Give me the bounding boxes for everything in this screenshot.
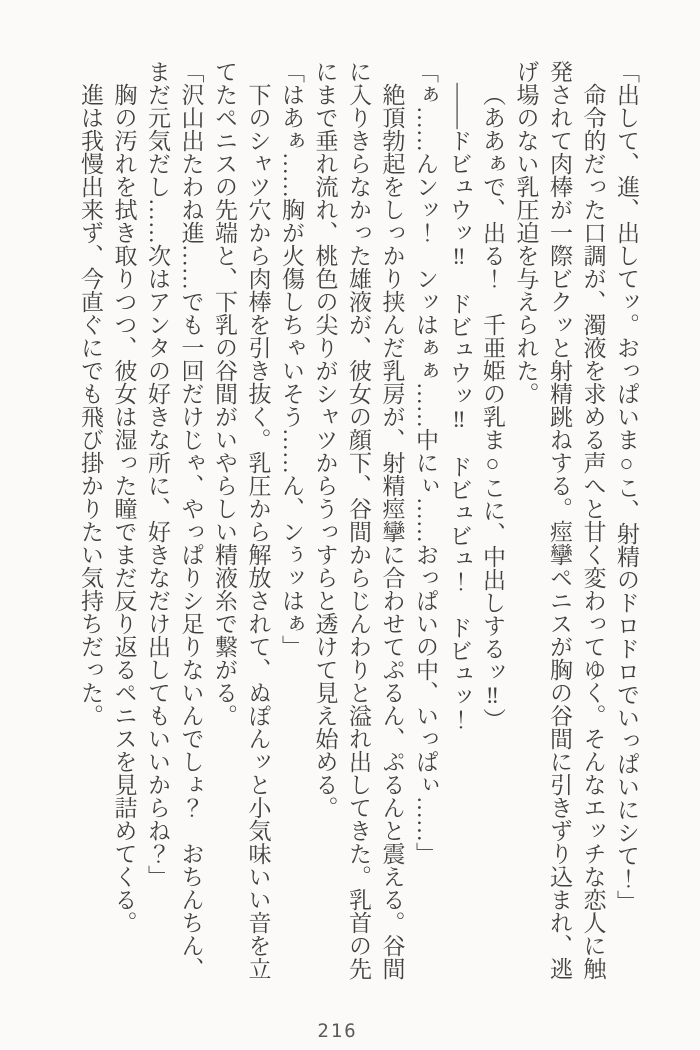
page-number: 216 [317, 1020, 358, 1042]
paragraph: 「出して、進、出してッ。おっぱいま○こ、射精のドロドロでいっぱいにシて！」 [614, 60, 639, 913]
text-block [74, 60, 644, 990]
paragraph: ――ドビュウッ‼ ドビュウッ‼ ドビュビュ！ ドビュッ！ [446, 83, 472, 731]
paragraph: 胸の汚れを拭き取りつつ、彼女は湿った瞳でまだ反り返るペニスを見詰めてくる。 [111, 83, 137, 934]
paragraph: 命令的だった口調が、濁液を求める声へと甘く変わってゆく。そんなエッチな恋人に触発されて肉棒が一際ビクッと射精跳ねする。痙攣ペニスが胸の谷間に引きずり込まれ、逃げ場のない乳圧迫を与えられた。 [513, 60, 606, 980]
paragraph: 下のシャツ穴から肉棒を引き抜く。乳圧から解放されて、ぬぽんッと小気味いい音を立てたペニスの先端と、下乳の谷間がいやらしい精液糸で繋がる。 [212, 60, 271, 980]
paragraph: 進は我慢出来ず、今直ぐにでも飛び掛かりたい気持ちだった。 [78, 83, 103, 727]
paragraph: （ああぁで、出る！ 千亜姫の乳ま○こに、中出しするッ‼） [480, 83, 505, 731]
paragraph: 「ぁ……んンッ！ ンッはぁぁ……中にぃ……おっぱいの中、いっぱぃ……」 [413, 60, 438, 865]
paragraph: 絶頂勃起をしっかり挟んだ乳房が、射精痙攣に合わせてぷるん、ぷるんと震える。谷間に入りきらなかった雄液が、彼女の顔下、谷間からじんわりと溢れ出してきた。乳首の先にまで垂れ流れ、桃色の尖りがシャツからうっすらと透けて見え始める。 [312, 60, 405, 980]
paragraph: 「はあぁ……胸が火傷しちゃいそう……ん、ンぅッはぁ」 [279, 60, 304, 658]
paragraph: 「沢山出たわね進……でも一回だけじゃ、やっぱりシ足りないんでしょ？ おちんちん、まだ元気だし……次はアンタの好きな所に、好きなだけ出してもいいからね？」 [145, 60, 204, 980]
